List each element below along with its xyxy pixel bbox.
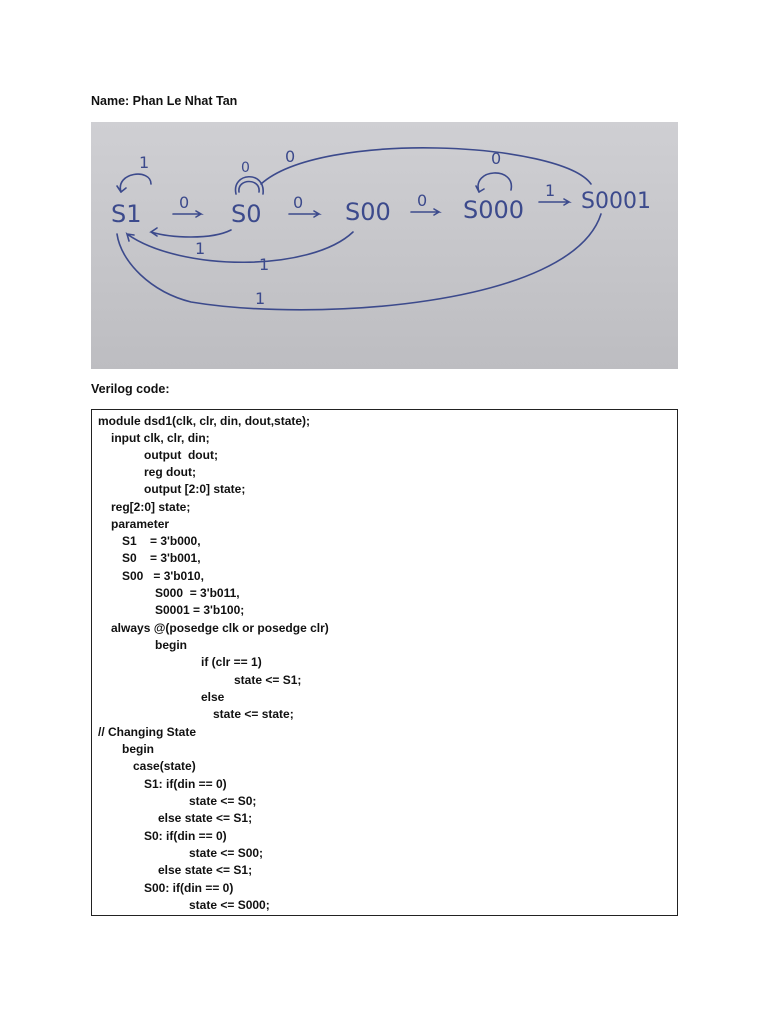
- code-line: S00 = 3'b010,: [122, 569, 204, 583]
- transition-label: 1: [545, 181, 556, 200]
- transition-label: 0: [179, 193, 190, 212]
- arrowhead: [476, 186, 484, 192]
- state-label: S000: [463, 196, 525, 224]
- transition-label: 1: [259, 255, 270, 274]
- state-label: S1: [111, 200, 142, 228]
- state-label: S0: [231, 200, 262, 228]
- transition-label: 1: [139, 153, 150, 172]
- arrow-s0-s1: [151, 228, 231, 237]
- code-line: S00: if(din == 0): [144, 881, 234, 895]
- code-line: S0001 = 3'b100;: [155, 603, 245, 617]
- code-line: always @(posedge clk or posedge clr): [111, 621, 329, 635]
- code-line: input clk, clr, din;: [111, 431, 210, 445]
- state-diagram-photo: [91, 122, 678, 369]
- arrow-s00-s1: [127, 232, 353, 262]
- code-line: state <= state;: [213, 707, 294, 721]
- transition-label: 0: [285, 147, 296, 166]
- state-label: S00: [345, 198, 391, 226]
- code-comment: // Changing State: [98, 725, 197, 739]
- loop-s0-scribble: [239, 182, 259, 193]
- code-line: reg dout;: [144, 465, 196, 479]
- code-line: else state <= S1;: [158, 811, 253, 825]
- arrow-s0001-s0: [261, 148, 591, 184]
- code-line: S0 = 3'b001,: [122, 551, 201, 565]
- code-line: parameter: [111, 517, 170, 531]
- code-line: output dout;: [144, 448, 218, 462]
- verilog-code-label: Verilog code:: [91, 382, 170, 396]
- handwritten-state-diagram: [91, 122, 678, 369]
- code-line: case(state): [133, 759, 196, 773]
- verilog-code-box: [91, 409, 678, 916]
- code-line: output [2:0] state;: [144, 482, 246, 496]
- code-line: S1 = 3'b000,: [122, 534, 201, 548]
- arrowhead: [117, 186, 126, 192]
- code-line: state <= S1;: [234, 673, 302, 687]
- code-line: begin: [155, 638, 187, 652]
- transition-label: 1: [195, 239, 206, 258]
- code-line: state <= S000;: [189, 898, 270, 912]
- code-line: reg[2:0] state;: [111, 500, 191, 514]
- student-name: Name: Phan Le Nhat Tan: [91, 94, 238, 108]
- code-line: else state <= S1;: [158, 863, 253, 877]
- transition-label: 0: [241, 160, 250, 176]
- arrow-s0001-s1: [117, 214, 601, 310]
- code-line: module dsd1(clk, clr, din, dout,state);: [98, 414, 311, 428]
- code-line: else: [201, 690, 225, 704]
- transition-label: 0: [417, 191, 428, 210]
- code-line: if (clr == 1): [201, 655, 262, 669]
- code-line: begin: [122, 742, 154, 756]
- state-label: S0001: [581, 189, 651, 214]
- code-line: S0: if(din == 0): [144, 829, 227, 843]
- code-line: S000 = 3'b011,: [155, 586, 240, 600]
- transition-label: 0: [491, 149, 502, 168]
- code-line: state <= S0;: [189, 794, 257, 808]
- transition-label: 0: [293, 193, 304, 212]
- code-line: S1: if(din == 0): [144, 777, 227, 791]
- code-line: state <= S00;: [189, 846, 264, 860]
- transition-label: 1: [255, 289, 266, 308]
